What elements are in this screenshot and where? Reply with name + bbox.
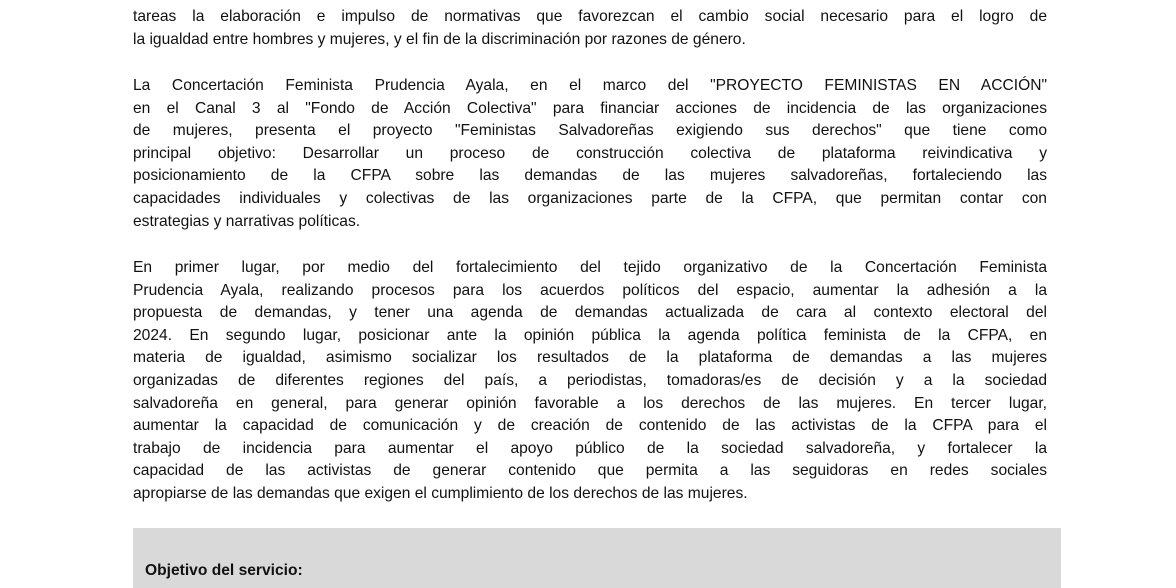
paragraph-project-description [133,75,1047,233]
text-line: 2024. En segundo lugar, posicionar ante la opinión pública la agenda política feminista de la CFPA, en [133,326,1047,344]
text-line: en el Canal 3 al "Fondo de Acción Colectiva" para financiar acciones de incidencia de las organizaciones [133,99,1047,117]
section-heading: Objetivo del servicio: [145,562,303,579]
text-line: capacidad de las activistas de generar contenido que permita a las seguidoras en redes sociales [133,462,1047,480]
text-line: de mujeres, presenta el proyecto "Feministas Salvadoreñas exigiendo sus derechos" que tiene como [133,122,1047,140]
text-line: tareas la elaboración e impulso de normativas que favorezcan el cambio social necesario para el logro de [133,8,1047,25]
paragraph-mandate [133,6,1047,51]
text-line: trabajo de incidencia para aumentar el apoyo público de la sociedad salvadoreña, y fortalecer la [133,439,1047,457]
text-line: aumentar la capacidad de comunicación y de creación de contenido de las activistas de la CFPA para el [133,417,1047,435]
text-line: materia de igualdad, asimismo socializar los resultados de la plataforma de demandas a las mujeres [133,349,1047,367]
text-line: La Concertación Feminista Prudencia Ayala, en el marco del "PROYECTO FEMINISTAS EN ACCIÓN" [133,77,1047,94]
text-line: propuesta de demandas, y tener una agenda de demandas actualizada de cara al contexto electoral del [133,304,1047,322]
paragraph-strategy [133,257,1047,506]
text-line: organizadas de diferentes regiones del país, a periodistas, tomadoras/es de decisión y a la sociedad [133,371,1047,389]
text-line: En primer lugar, por medio del fortalecimiento del tejido organizativo de la Concertación Feminista [133,259,1047,276]
text-line: posicionamiento de la CFPA sobre las demandas de las mujeres salvadoreñas, fortaleciendo las [133,167,1047,185]
text-line: principal objetivo: Desarrollar un proceso de construcción colectiva de plataforma reivindicativa y [133,144,1047,162]
service-objective-section [133,528,1061,588]
text-line: salvadoreña en general, para generar opinión favorable a los derechos de las mujeres. En tercer lugar, [133,394,1047,412]
text-line: Prudencia Ayala, realizando procesos para los acuerdos políticos del espacio, aumentar la adhesión a la [133,281,1047,299]
text-line: apropiarse de las demandas que exigen el cumplimiento de los derechos de las mujeres. [133,484,748,502]
text-line: la igualdad entre hombres y mujeres, y el fin de la discriminación por razones de género. [133,30,746,48]
text-line: capacidades individuales y colectivas de las organizaciones parte de la CFPA, que permitan contar con [133,189,1047,207]
text-line: estrategias y narrativas políticas. [133,212,361,230]
